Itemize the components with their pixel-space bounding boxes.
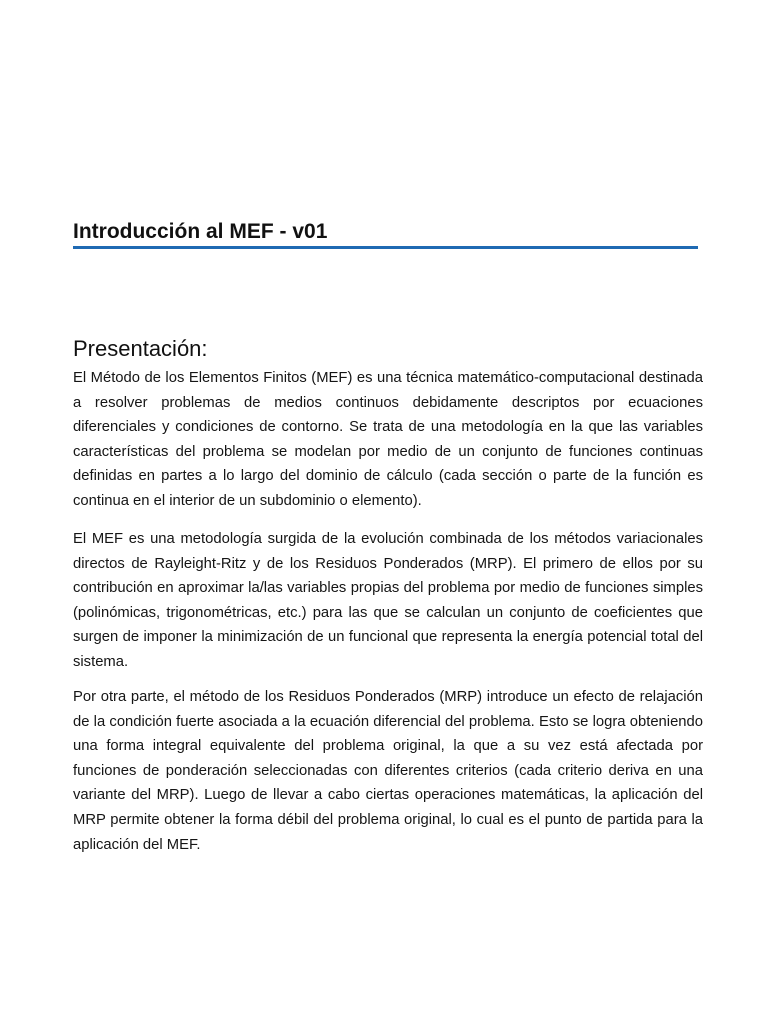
section-heading: Presentación: [73, 336, 208, 361]
body-paragraph-3: Por otra parte, el método de los Residuos Ponderados (MRP) introduce un efecto de relajación de la condición fuerte asociada a la ecuación diferencial del problema. Esto se logra obteniendo una forma integral equivalente del problema original, la que a su vez está afectada por funciones de ponderación seleccionadas con diferentes criterios (cada criterio deriva en una variante del MRP). Luego de llevar a cabo ciertas operaciones matemáticas, la aplicación del MRP permite obtener la forma débil del problema original, lo cual es el punto de partida para la aplicación del MEF. [73, 689, 703, 853]
title-underline-rule [73, 246, 698, 249]
body-paragraph-2: El MEF es una metodología surgida de la evolución combinada de los métodos variacionales directos de Rayleight-Ritz y de los Residuos Ponderados (MRP). El primero de ellos por su contribución en aproximar la/las variables propias del problema por medio de funciones simples (polinómicas, trigonométricas, etc.) para las que se calculan un conjunto de coeficientes que surgen de imponer la minimización de un funcional que representa la energía potencial total del sistema. [73, 531, 703, 670]
document-title: Introducción al MEF - v01 [73, 220, 328, 243]
body-paragraph-1: El Método de los Elementos Finitos (MEF) es una técnica matemático-computacional destinada a resolver problemas de medios continuos debidamente descriptos por ecuaciones diferenciales y condiciones de contorno. Se trata de una metodología en la que las variables características del problema se modelan por medio de un conjunto de funciones continuas definidas en partes a lo largo del dominio de cálculo (cada sección o parte de la función es continua en el interior de un subdominio o elemento). [73, 370, 703, 509]
